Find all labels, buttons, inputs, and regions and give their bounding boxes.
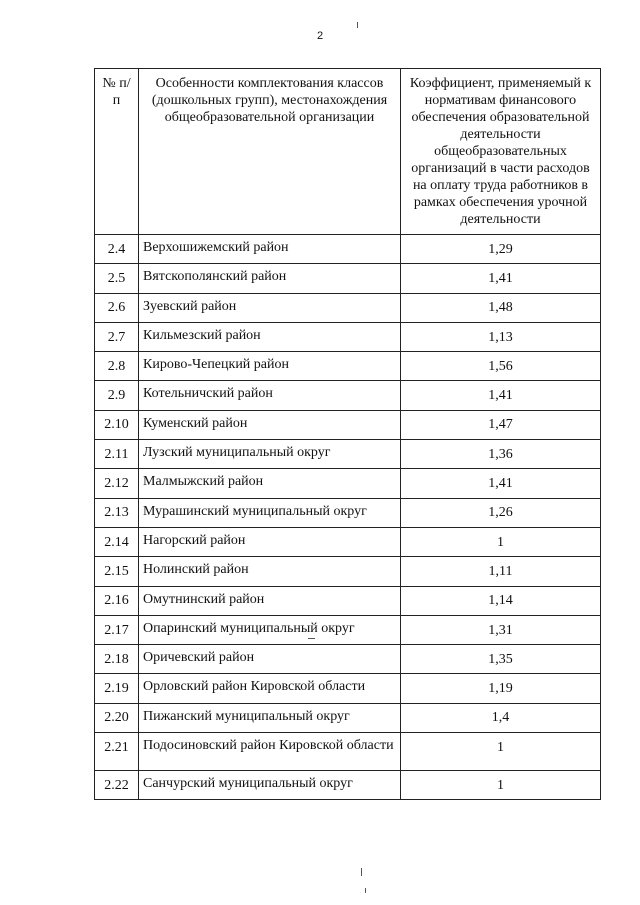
table-row xyxy=(95,381,601,410)
row-num: 2.22 xyxy=(95,771,139,800)
scan-mark xyxy=(361,868,362,876)
header-num: № п/п xyxy=(95,69,139,235)
row-name: Лузский муниципальный округ xyxy=(139,440,401,469)
row-coef: 1 xyxy=(401,527,601,556)
row-name: Кирово-Чепецкий район xyxy=(139,352,401,381)
row-coef: 1,19 xyxy=(401,674,601,703)
row-coef: 1,26 xyxy=(401,498,601,527)
row-name: Нагорский район xyxy=(139,527,401,556)
row-num: 2.20 xyxy=(95,703,139,732)
table-row xyxy=(95,771,601,800)
row-name: Пижанский муниципальный округ xyxy=(139,703,401,732)
row-name: Верхошижемский район xyxy=(139,235,401,264)
table-row xyxy=(95,264,601,293)
row-name: Зуевский район xyxy=(139,293,401,322)
table-row xyxy=(95,293,601,322)
row-num: 2.19 xyxy=(95,674,139,703)
row-name: Кильмезский район xyxy=(139,322,401,351)
table-row xyxy=(95,527,601,556)
row-name: Малмыжский район xyxy=(139,469,401,498)
row-coef: 1,48 xyxy=(401,293,601,322)
row-name: Омутнинский район xyxy=(139,586,401,615)
row-num: 2.21 xyxy=(95,733,139,771)
row-num: 2.16 xyxy=(95,586,139,615)
table-row xyxy=(95,469,601,498)
row-coef: 1 xyxy=(401,733,601,771)
row-name: Вятскополянский район xyxy=(139,264,401,293)
row-num: 2.5 xyxy=(95,264,139,293)
header-coef: Коэффициент, применяемый к нормативам финансового обеспечения образовательной деятельности общеобразовательных организаций в части расходов на оплату труда работников в рамках обеспечения урочной деятельности xyxy=(401,69,601,235)
table-row xyxy=(95,645,601,674)
row-name: Подосиновский район Кировской области xyxy=(139,733,401,771)
coefficient-table xyxy=(94,68,601,800)
row-coef: 1 xyxy=(401,771,601,800)
scan-mark xyxy=(365,888,366,893)
table-header-row xyxy=(95,69,601,235)
table-row xyxy=(95,586,601,615)
row-num: 2.4 xyxy=(95,235,139,264)
row-name: Санчурский муниципальный округ xyxy=(139,771,401,800)
row-coef: 1,29 xyxy=(401,235,601,264)
table-row xyxy=(95,703,601,732)
row-coef: 1,41 xyxy=(401,264,601,293)
scan-mark xyxy=(308,638,315,639)
row-name: Котельничский район xyxy=(139,381,401,410)
table-row xyxy=(95,733,601,771)
row-coef: 1,31 xyxy=(401,615,601,644)
row-coef: 1,14 xyxy=(401,586,601,615)
table-row xyxy=(95,440,601,469)
row-num: 2.11 xyxy=(95,440,139,469)
row-coef: 1,56 xyxy=(401,352,601,381)
row-coef: 1,35 xyxy=(401,645,601,674)
row-num: 2.7 xyxy=(95,322,139,351)
row-coef: 1,36 xyxy=(401,440,601,469)
row-coef: 1,41 xyxy=(401,381,601,410)
row-num: 2.6 xyxy=(95,293,139,322)
row-coef: 1,4 xyxy=(401,703,601,732)
table-row xyxy=(95,557,601,586)
row-name: Куменский район xyxy=(139,410,401,439)
table-row xyxy=(95,235,601,264)
table-row xyxy=(95,352,601,381)
row-coef: 1,47 xyxy=(401,410,601,439)
scan-mark xyxy=(357,22,358,28)
row-name: Орловский район Кировской области xyxy=(139,674,401,703)
header-name: Особенности комплектования классов (дошкольных групп), местонахождения общеобразовательной организации xyxy=(139,69,401,235)
row-num: 2.13 xyxy=(95,498,139,527)
page-number: 2 xyxy=(316,30,324,42)
row-coef: 1,11 xyxy=(401,557,601,586)
row-name: Оричевский район xyxy=(139,645,401,674)
table-row xyxy=(95,498,601,527)
table-row xyxy=(95,615,601,644)
row-num: 2.12 xyxy=(95,469,139,498)
row-name: Нолинский район xyxy=(139,557,401,586)
row-name: Опаринский муниципальный округ xyxy=(139,615,401,644)
row-num: 2.8 xyxy=(95,352,139,381)
row-num: 2.18 xyxy=(95,645,139,674)
table-row xyxy=(95,322,601,351)
table-row xyxy=(95,674,601,703)
table-row xyxy=(95,410,601,439)
row-num: 2.15 xyxy=(95,557,139,586)
row-coef: 1,13 xyxy=(401,322,601,351)
row-num: 2.10 xyxy=(95,410,139,439)
row-num: 2.9 xyxy=(95,381,139,410)
row-name: Мурашинский муниципальный округ xyxy=(139,498,401,527)
row-num: 2.17 xyxy=(95,615,139,644)
row-num: 2.14 xyxy=(95,527,139,556)
row-coef: 1,41 xyxy=(401,469,601,498)
